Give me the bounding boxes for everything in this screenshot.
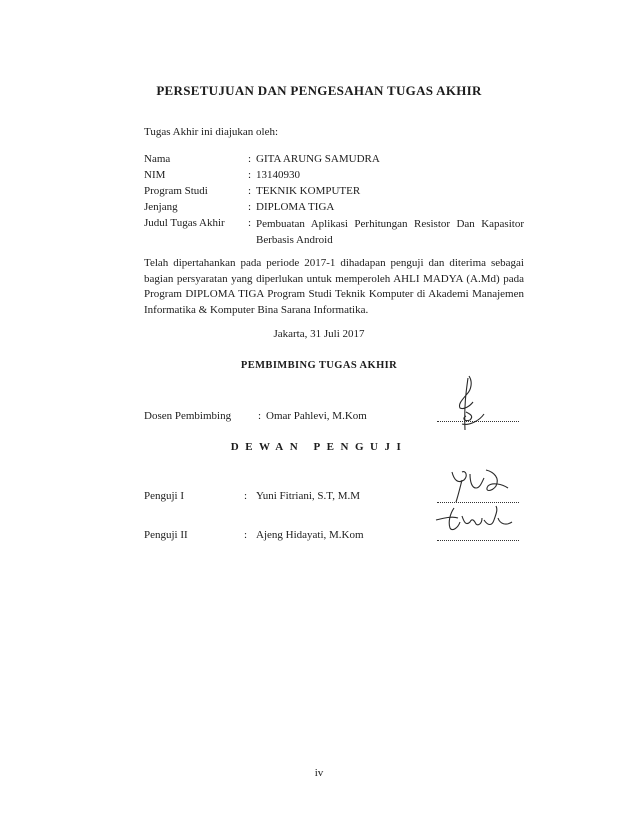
place-date: Jakarta, 31 Juli 2017 [273, 328, 365, 340]
page-number: iv [314, 767, 324, 779]
examiner-1-label: Penguji I [144, 490, 185, 502]
examiner-2-label: Penguji II [144, 529, 188, 541]
field-label-judul: Judul Tugas Akhir [144, 217, 225, 229]
field-value-nim: 13140930 [256, 169, 300, 181]
page-title: PERSETUJUAN DAN PENGESAHAN TUGAS AKHIR [156, 83, 482, 98]
examiner-2-colon: : [244, 529, 248, 541]
supervisor-heading: PEMBIMBING TUGAS AKHIR [240, 360, 398, 371]
field-colon: : [248, 169, 252, 181]
intro-text: Tugas Akhir ini diajukan oleh: [144, 126, 279, 138]
approval-paragraph: Telah dipertahankan pada periode 2017-1 dihadapan penguji dan diterima sebagai bagian persyaratan yang diperlukan untuk memperoleh AHLI MADYA (A.Md) pada Program DIPLOMA TIGA Program Studi Teknik Komputer di Akademi Manajemen Informatika & Komputer Bina Sarana Informatika. [144, 257, 524, 316]
field-colon: : [248, 185, 252, 197]
field-colon: : [248, 217, 252, 229]
examiner-2-signature-line [437, 540, 519, 541]
field-label-nama: Nama [144, 153, 171, 165]
supervisor-label: Dosen Pembimbing [144, 410, 232, 422]
examiner-1-colon: : [244, 490, 248, 502]
field-label-nim: NIM [144, 169, 166, 181]
field-value-program-studi: TEKNIK KOMPUTER [256, 185, 361, 197]
supervisor-colon: : [258, 410, 262, 422]
field-label-jenjang: Jenjang [144, 201, 178, 213]
field-value-nama: GITA ARUNG SAMUDRA [256, 153, 380, 165]
field-label-program-studi: Program Studi [144, 185, 208, 197]
field-value-judul: Pembuatan Aplikasi Perhitungan Resistor Dan Kapasitor Berbasis Android [256, 218, 524, 246]
examiner-2-signature [432, 500, 522, 536]
field-value-jenjang: DIPLOMA TIGA [256, 201, 335, 213]
examiners-heading: DEWAN PENGUJI [230, 441, 408, 453]
field-colon: : [248, 153, 252, 165]
supervisor-name: Omar Pahlevi, M.Kom [266, 410, 367, 422]
field-colon: : [248, 201, 252, 213]
supervisor-signature [440, 372, 490, 434]
examiner-2-name: Ajeng Hidayati, M.Kom [256, 529, 364, 541]
examiner-1-name: Yuni Fitriani, S.T, M.M [256, 490, 361, 502]
